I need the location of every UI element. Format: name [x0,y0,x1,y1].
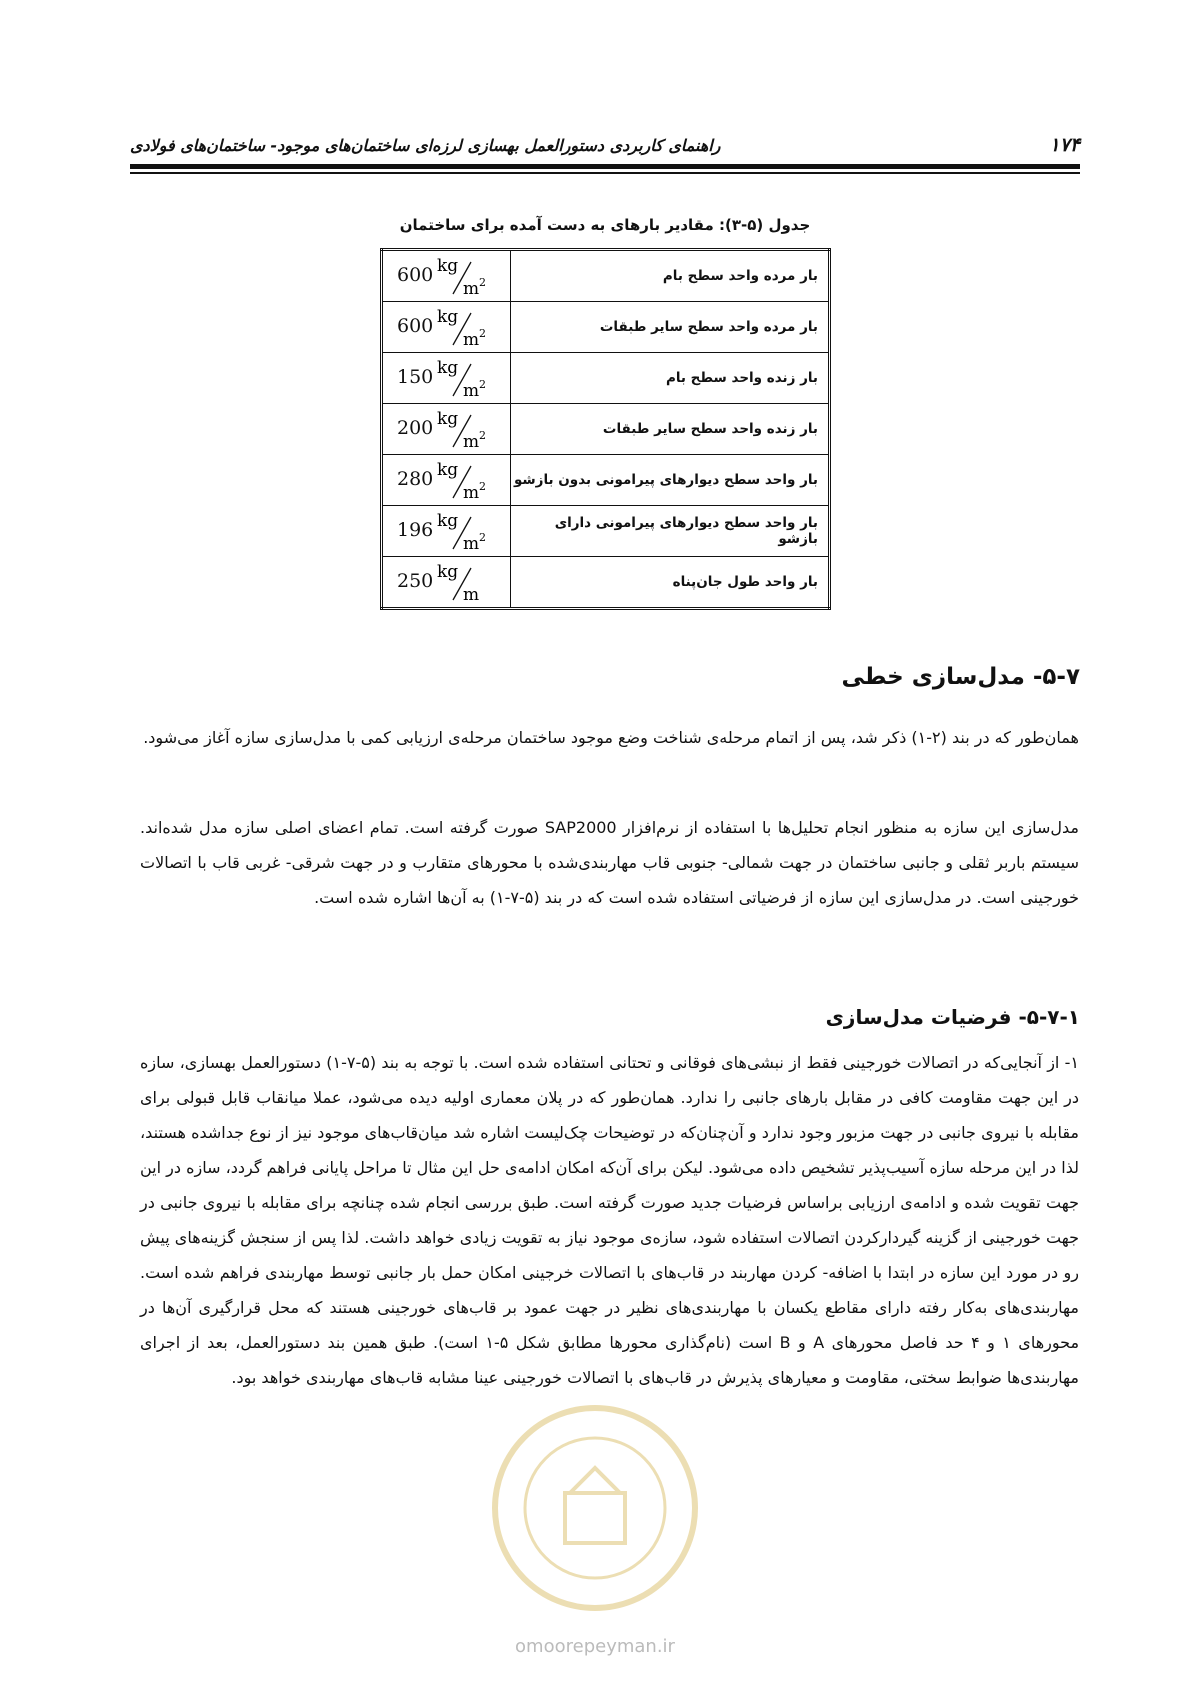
watermark-url: omoorepeyman.ir [515,1636,675,1657]
unit-exponent: 2 [479,531,487,544]
table-row [382,557,830,609]
load-value-cell [382,302,511,353]
load-label: بار واحد سطح دیوارهای پیرامونی دارای بازشو [511,506,830,557]
unit-exponent: 2 [479,276,487,289]
load-value: 600 [397,264,434,286]
load-value-cell [382,506,511,557]
unit-exponent: 2 [479,327,487,340]
load-value: 196 [397,519,434,541]
unit-numerator: kg [437,358,459,378]
load-value-cell [382,455,511,506]
loads-table [380,248,831,610]
unit-exponent: 2 [479,429,487,442]
header-rule-thin [130,172,1080,174]
unit-exponent: 2 [479,378,487,391]
load-label: بار واحد طول جان‌پناه [511,557,830,609]
unit-fraction [435,562,487,602]
load-label: بار واحد سطح دیوارهای پیرامونی بدون بازشو [511,455,830,506]
load-label: بار زنده واحد سطح سایر طبقات [511,404,830,455]
load-value-cell [382,250,511,302]
table-row [382,506,830,557]
unit-denominator: m [463,483,480,500]
unit-fraction [435,256,487,296]
unit-numerator: kg [437,460,459,480]
unit-numerator: kg [437,307,459,327]
section-heading-linear-modeling: ۵-۷- مدل‌سازی خطی [841,664,1080,690]
unit-fraction [435,409,487,449]
section-heading-assumptions: ۵-۷-۱- فرضیات مدل‌سازی [825,1005,1080,1029]
load-value: 280 [397,468,434,490]
watermark-building-icon [565,1493,625,1543]
load-label: بار زنده واحد سطح بام [511,353,830,404]
table-row [382,404,830,455]
unit-numerator: kg [437,562,459,582]
load-value: 600 [397,315,434,337]
unit-fraction [435,358,487,398]
load-value-cell [382,404,511,455]
load-value: 200 [397,417,434,439]
unit-numerator: kg [437,409,459,429]
unit-fraction [435,307,487,347]
unit-exponent: 2 [479,480,487,493]
load-label: بار مرده واحد سطح بام [511,250,830,302]
paragraph-intro: همان‌طور که در بند (۲-۱) ذکر شد، پس از اتمام مرحله‌ی شناخت وضع موجود ساختمان مرحله‌ی ارزیابی کمی با مدل‌سازی سازه آغاز می‌شود. [143,728,1079,747]
unit-denominator: m [463,534,480,551]
table-row [382,353,830,404]
watermark-logo [470,1398,720,1628]
unit-fraction [435,460,487,500]
unit-denominator: m [463,585,480,602]
watermark-inner-ring [525,1438,665,1578]
page-header [130,128,1080,162]
table-row [382,250,830,302]
unit-fraction [435,511,487,551]
unit-denominator: m [463,279,480,296]
paragraph-assumption-1: ۱- از آنجایی‌که در اتصالات خورجینی فقط از نبشی‌های فوقانی و تحتانی استفاده شده است. با توجه به بند (۵-۷-۱) دستورالعمل بهسازی، سازه در این جهت مقاومت کافی در مقابل بارهای جانبی را ندارد. همان‌طور که در پلان معماری اولیه دیده می‌شود، عملا میانقاب قابل قبولی برای مقابله با نیروی جانبی در جهت مزبور وجود ندارد و آن‌چنان‌که در توضیحات چک‌لیست اشاره شد میان‌قاب‌های موجود نیز از نوع جداشده هستند، لذا در این مرحله سازه آسیب‌پذیر تشخیص داده می‌شود. لیکن برای آن‌که امکان ادامه‌ی حل این مثال تا مراحل پایانی فراهم گردد، سازه در این جهت تقویت شده و ادامه‌ی ارزیابی براساس فرضیات جدید صورت گرفته است. طبق بررسی انجام شده چنانچه برای مقابله با نیروی جانبی در جهت خورجینی از گزینه گیردارکردن اتصالات استفاده شود، سازه‌ی موجود نیاز به تقویت زیادی خواهد داشت. لذا پس از سنجش گزینه‌های پیش رو در مورد این سازه در ابتدا با اضافه- کردن مهاربند در قاب‌های با اتصالات خرجینی امکان حمل بار جانبی توسط مهاربندی فراهم شده است. مهاربندی‌های به‌کار رفته دارای مقاطع یکسان با مهاربندی‌های نظیر در جهت عمود بر قاب‌های خورجینی هستند که محل قرارگیری آن‌ها در محورهای ۱ و ۴ حد فاصل محورهای A و B است (نام‌گذاری محورها مطابق شکل ۵-۱ است). طبق همین بند دستورالعمل، بعد از اجرای مهاربندی‌ها ضوابط سختی، مقاومت و معیارهای پذیرش در قاب‌های با اتصالات خورجینی عینا مشابه قاب‌های مهاربندی خواهد بود. [140,1053,1080,1387]
load-value-cell [382,353,511,404]
table-caption: جدول (۵-۳): مقادیر بارهای به دست آمده برای ساختمان [399,216,811,234]
unit-denominator: m [463,381,480,398]
unit-numerator: kg [437,256,459,276]
unit-numerator: kg [437,511,459,531]
unit-denominator: m [463,432,480,449]
table-row [382,455,830,506]
load-value-cell [382,557,511,609]
running-title: راهنمای کاربردی دستورالعمل بهسازی لرزه‌ای ساختمان‌های موجود- ساختمان‌های فولادی [130,135,721,155]
unit-denominator: m [463,330,480,347]
header-rule-thick [130,164,1080,169]
load-value: 250 [397,570,434,592]
paragraph-sap2000: مدل‌سازی این سازه به منظور انجام تحلیل‌ها با استفاده از نرم‌افزار SAP2000 صورت گرفته است. تمام اعضای اصلی سازه مدل شده‌اند. سیستم باربر ثقلی و جانبی ساختمان در جهت شمالی- جنوبی قاب مهاربندی‌شده با محورهای متقارب و در جهت شرقی- غربی قاب با اتصالات خورجینی است. در مدل‌سازی این سازه از فرضیاتی استفاده شده است که در بند (۵-۷-۱) به آن‌ها اشاره شده است. [140,818,1080,907]
load-value: 150 [397,366,434,388]
page-number: ۱۷۴ [1049,134,1080,156]
watermark-scale-icon [570,1468,620,1493]
load-label: بار مرده واحد سطح سایر طبقات [511,302,830,353]
table-row [382,302,830,353]
